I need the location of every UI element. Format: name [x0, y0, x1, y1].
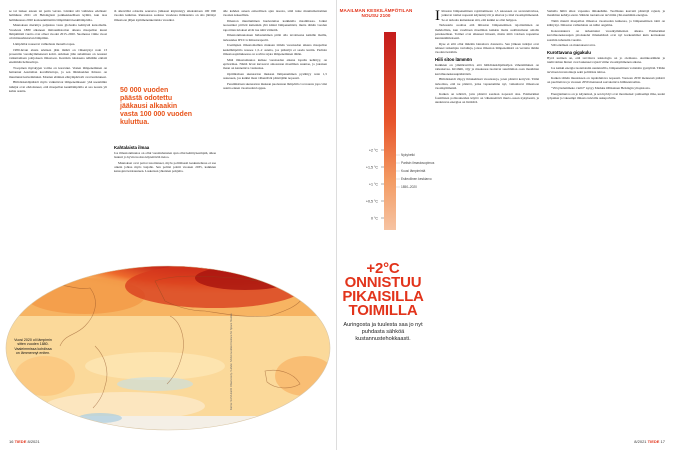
right-column-2	[547, 9, 665, 434]
paragraph: Kaiken on tehtävä, jotta päästöt saadaan nopeasti alas. Esimerkiksi fossiilisten polttoaineiden käyttö on vähennettävä murto-osaan nykyisestä, ja uusiutuvaa energiaa on lisättävä.	[435, 91, 539, 104]
pull-quote: 50 000 vuoden päästä odotettu jääkausi alkaakin vasta 100 000 vuoden kuluttua.	[120, 87, 192, 126]
issue-date: 8/2021	[634, 439, 647, 444]
folio-left	[9, 439, 40, 444]
left-column-1	[9, 9, 107, 254]
section-heading: Hiili sitoo lämmön	[435, 57, 473, 62]
legend-item: Nykyhetki	[401, 153, 415, 157]
temp-label-2: +2 °C	[368, 148, 378, 153]
page-number: 16	[9, 439, 14, 444]
paragraph: 1980-luvun alusta arktisen jään määrä on vähentynyt noin 13 prosenttia vuosikymmenessä kohti. Arktisen jään sulaminen on noussut vaikuttamaan pohjoiseen ilmastoon. Kesäisin tuloksena nähdään entistä enemmän helleaaltoja.	[9, 47, 107, 65]
paragraph: Tarkastelu osoittaa että ilmaston lämpenemisen rajoittaminen on mahdollista, kun vaaditaan maailman kaikkia maita osallistumaan omalla panoksellaan. Toimet ovat alkaneet hitaasti, mutta niitä voidaan nopeuttaa kunnianhimoisesti.	[435, 23, 539, 40]
left-column-2-bottom	[114, 142, 216, 254]
magazine-brand: TIEDE	[14, 439, 27, 444]
page-number: 17	[660, 439, 665, 444]
legend-item: Esiteollinen keskiarvo	[401, 177, 432, 181]
paragraph: Energiamurros on jo käynnissä, ja sen hyödyt ovat moninaiset: puhtaampi ilma, uudet työpaikat ja vakaampi ilmasto tuleville sukupolville.	[547, 91, 665, 100]
paragraph: Samalla hiiltä alkoi vapautua ilmakehään. Teollisuus kasvatti päästöjä rajusti, ja maailman kehitys eteni. Sähkön tuotantoon tarvittiin yhä enemmän energiaa.	[547, 9, 665, 18]
paragraph: Tämä muutti maapallon ilmastoa vuosisadan kuluessa, ja lämpenemisen tahti on kiihtynyt. Ilmaston vaihteluista on tullut ongelma.	[547, 19, 665, 28]
paragraph: se tai laskee asteen tai parin verran. Läsäksi sää vaihtelee edelleen: helmikuu 2021 oli Helsingissä poikkeuksellisen kylmä, kun taas helmikuussa 2020 koskaanmitattiin lämpimintä keskilämpötila.	[9, 9, 107, 22]
map-label: Vuosi 2020 oli lämpimin sitten vuoden 1880. Vaaleimmissa kohdissa on lämmennyt eniten.	[14, 338, 52, 355]
paragraph: Useimpien ilmastomallien mukaan tämän vuosisadan aikana maapallon keskilämpötila nousee 1,5–2 astetta, jos päästöjä ei saada kuriin. Pariisin ilmastosopimuksessa on sovittu rajata lämpeneminen tähän.	[223, 43, 327, 56]
world-temperature-map	[5, 256, 332, 432]
thermometer-graphic	[337, 30, 435, 230]
temp-label-0-5: +0,5 °C	[365, 199, 378, 204]
legend-item: Kuusi lämpimintä	[401, 169, 426, 173]
section-heading: Kahtalaista ilmaa	[114, 144, 150, 150]
deck-subtitle: Auringosta ja tuulesta saa jo nyt puhdasta sähköä kustannustehokkaasti.	[343, 322, 423, 342]
temp-label-1-5: +1,5 °C	[365, 165, 378, 170]
paragraph: Silti edelleen on muutoksen tarve.	[551, 43, 596, 48]
paragraph: lmaston lämpeneminen rajoittamiseen 1,5 asteeseen on saavutettavissa, jatkuvat toimet nopeasti käynnistyvät ja alkavat jo tänä vuosikymmenenä. Se ei tarkoita kuitenkaan sitä, että kaikki se olisi helppoa.	[441, 9, 540, 22]
paragraph: Hiilidioksidipäästöt myös vaikuttavat lämpenemiseen: yhä useammin tutkijat ovat ehdottaneet, että maapallon keskilämpötila ei saa nousta yli kahta astetta.	[9, 80, 107, 93]
paragraph: "Viivyttelemmeko vielä?" kysyy Markku Ollikainen Helsingin yliopistosta.	[551, 86, 651, 90]
paragraph: Hiilidioksidi viipyy ilmakehässä vuosisatoja, joten päästöt kertyvät. Tämä tarkoittaa, että ne päästöt, jotka vapautamme nyt, vaikuttavat ilmastoon vuosikymmeniä.	[435, 77, 539, 90]
paragraph: Ilmaston muuttuminen huolestuttaa kaikkialla maailmassa. Jotkut teoreetikot pitävät kuitenkin yhä kiinni lämpenemistä, mutta tämän vuoden raporttien tulokset eivät tue niitä väitteitä.	[223, 19, 327, 32]
paragraph: Muutokset ovat patroi tasoittaneet, myös poliittisesti keskustelussa ei saa oikein johtaa myös laajalle. Sen poliisi pohtii vuoteen 2035, kaikkien kansojen tietoisuuteen. Lasketaan yhteisten pohjalta.	[114, 160, 216, 173]
thermometer-title: MAAILMAN KESKILÄMPÖTILAN NOUSU 2100	[339, 8, 413, 19]
paragraph: Muutoksen merkitys paljastuu vasta globaalia kehitystä katsomalla. Vuodesta 1880 alkaneen mittaushistorian aikana maapallon kuusi lämpimintä vuotta ovat olleet vuodet 2015–2020. Suomessa viime vuosi oli mittaushistorian lämpimin.	[9, 23, 107, 40]
paragraph: Kokonaiskuva on tarkentunut vuosikymmenten aikana. Esimerkiksi kasvihuonekaasujen pitoisuudet ilmakehässä ovat nyt korkeammat kuin kertaakaan satoihin tuhansiin vuosiin.	[547, 29, 665, 42]
right-page	[337, 0, 674, 450]
thermometer-ticks	[381, 150, 384, 218]
thermometer-tube	[384, 32, 396, 230]
paragraph: Hyvä uutinen on, että tarvittava teknologia on jo olemassa. Aurinkosähkön ja tuulivoiman hinnat ovat laskeneet rajusti viime vuosikymmenen aikana.	[547, 56, 665, 65]
map-credit: Kartta: NASA Earth Observatory / Lähde: NASA Goddard Institute for Space Studies	[230, 313, 233, 410]
temp-label-0: 0 °C	[370, 216, 378, 221]
section-heading: Kurottavana gigakulu	[547, 50, 591, 55]
right-column-1	[435, 9, 539, 434]
drop-cap: I	[435, 8, 440, 24]
paragraph: Lämpötilat nousevat vaihtelusta monella tapaa.	[13, 41, 76, 46]
temp-label-1: +1 °C	[368, 182, 378, 187]
paragraph: tä aikavälisi odotettu seuraava jääkausi käynnistyy aikaisintaan 100 000 vuoden kuluttua. Runsaassa aadassa vuodessa ihmisteista on siis jättänyt ilmastoon jäljen kymmenenkertaisia vuosiksi.	[114, 9, 216, 22]
paragraph: Mitä ilmastomuutos kulkee vuosisadan aikana lopulta kehittyy, on epävarmaa. Nämä luvut kuvaavat ainoastaan maailman suuntaa, ja jokaisen maan on kannettava vastuunsa.	[223, 57, 327, 70]
paragraph: Optimistisen skenaarion mukaan lämpeneminen pysähtyy noin 1,5 asteeseen, jos kaikki maat vähentävät päästöjään nopeasti.	[223, 71, 327, 80]
folio-right	[634, 439, 665, 444]
paragraph: alle kahden asteen esiteollisen ajan tasosta, siitä tulee muuttumattomien vuosien kokeellista.	[223, 9, 327, 18]
paragraph: Jos kaikki energia tuotettaisiin uusiutuvilla, lämpeneminen voitaisiin pysäyttää. Tähän tarvitaan investointeja sekä poliittista tahtoa.	[547, 66, 665, 75]
paragraph: Pessimistisen skenaarion mukaan puolestaan lämpötila voi nousta jopa viisi astetta ennen vuosisadan loppua.	[223, 81, 327, 90]
headline: +2°C ONNISTUU PIKAISILLA TOIMILLA	[342, 260, 424, 319]
paragraph: Ilmastonmuutoksen hidastaminen pitää olla tavoitteena kaikille maille, tarkastelee IPCC:n ilmastoraportti.	[223, 33, 327, 42]
paragraph: Jos ilmastonmuutos on ollut vuosituhansien ajan ollut kehittyneempää, alkaa laskuri jo hyvin tuottaa käytettävää tietoa.	[114, 150, 216, 159]
magazine-brand: TIEDE	[647, 439, 660, 444]
paragraph: Troopinen myrskyjen voima on kasvanut. Vesien lämpeneminen on haitannut Australian koralliriuttoja, ja sen lähialueiden ilmasto on muuttunut kuivemmaksi. Monien eläinten elinympäristöt ovat kutistuneet.	[9, 66, 107, 79]
legend-item: 1850–2020	[401, 185, 417, 189]
paragraph: Ryse ei silti ollut mikään lainattava datanotta. Sen jälkeen tutkijat ovat tehneet tarkempia vertailuja, joissa ilmaston lämpenemistä on verrattu tämän vuoden tietoihin.	[435, 41, 539, 55]
issue-date: 8/2021	[27, 439, 40, 444]
left-column-2-top	[114, 9, 216, 85]
left-column-3	[223, 9, 327, 254]
legend-item: Pariisin ilmastosopimus	[401, 161, 435, 165]
map-illustration	[5, 256, 332, 432]
paragraph: Kaikkien on ymmärrettävä, että hiilidioksidipäästöjen vähentäminen on ratkaisevaa. Kivihiili, öljy ja maakaasu tuottavat suurimman osan maailman kasvihuonekaasupäästöistä.	[435, 63, 539, 76]
paragraph: Kaiken tämän muutoksen on tapahduttava nopeasti. Vuoteen 2030 mennessä päästöt on puolitettava ja vuoteen 2050 mennessä saavutettava hiilineutraalius.	[547, 76, 665, 85]
